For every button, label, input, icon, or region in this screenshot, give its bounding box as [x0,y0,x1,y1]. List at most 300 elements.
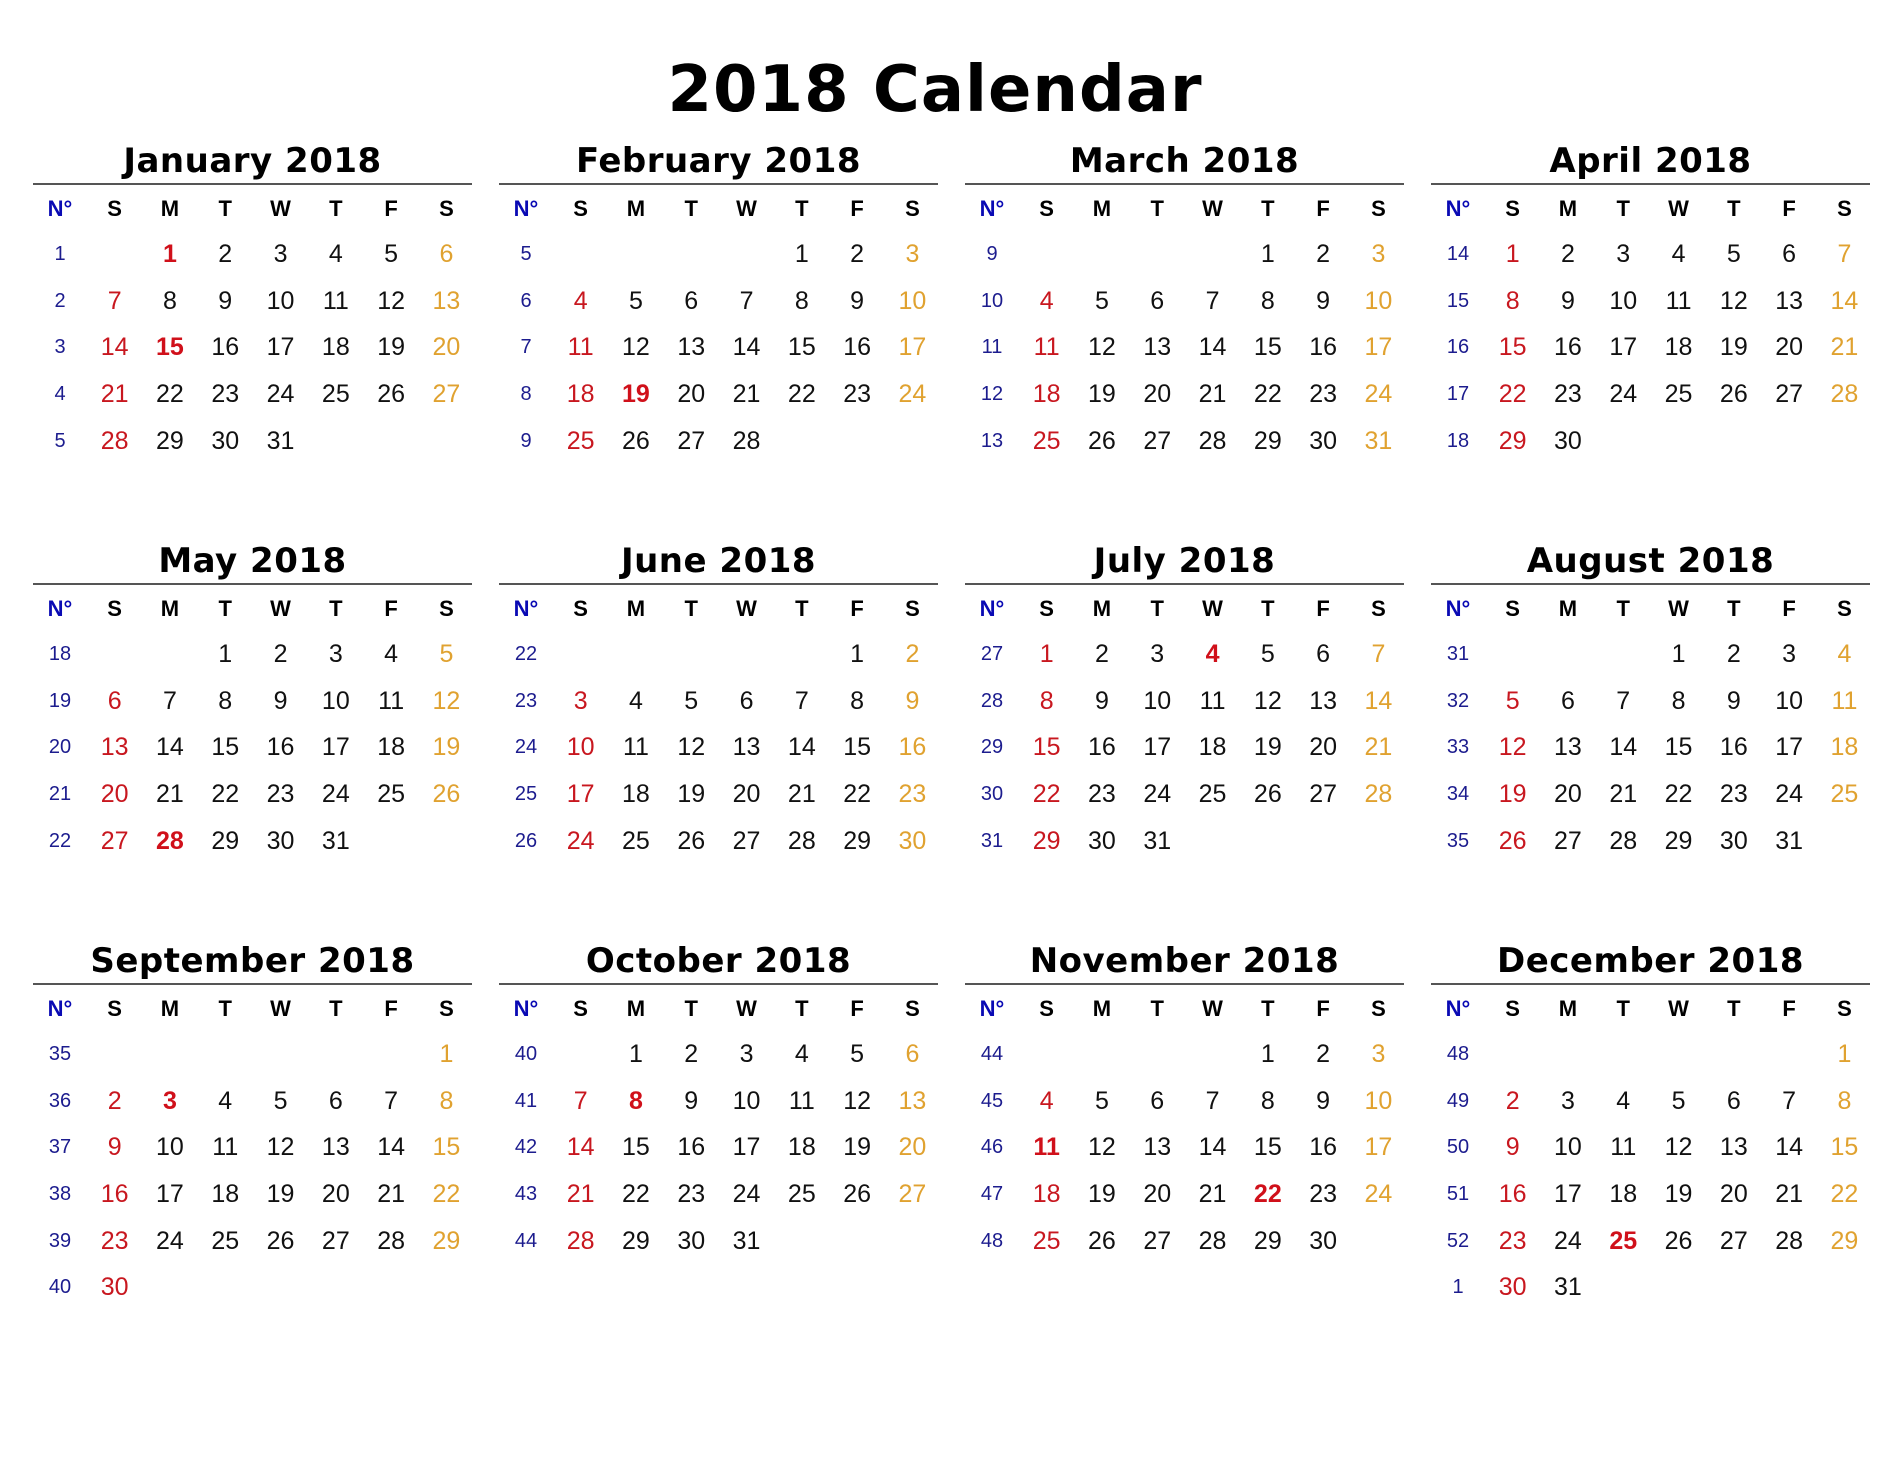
day-cell: 21 [787,779,816,808]
weekday-header: T [795,195,809,221]
day-cell: 5 [1726,239,1741,268]
day-cell: 19 [677,779,706,808]
week-number: 12 [980,382,1004,405]
week-number: 40 [514,1042,538,1065]
day-cell: 15 [1664,733,1693,762]
day-cell: 20 [898,1133,927,1162]
week-number-header: N° [513,595,539,621]
day-cell: 28 [156,826,184,855]
day-cell: 2 [1094,639,1109,668]
day-cell: 9 [1726,686,1741,715]
day-cell: 4 [1616,1086,1631,1115]
day-cell: 28 [732,426,761,455]
day-cell: 18 [1032,379,1061,408]
month-divider [1431,583,1870,585]
weekday-header: T [1727,995,1741,1021]
day-cell: 5 [684,686,699,715]
weekday-header: S [1505,995,1520,1021]
weekday-header: T [1261,995,1275,1021]
day-cell: 29 [211,826,240,855]
week-number: 43 [514,1182,538,1205]
empty-cell [363,1264,418,1311]
day-cell: 2 [1316,1039,1331,1068]
week-number: 42 [514,1136,538,1159]
empty-cell [1130,231,1185,278]
day-cell: 26 [1088,426,1116,455]
day-cell: 2 [1726,639,1741,668]
weekday-header: T [684,195,698,221]
day-cell: 21 [1830,333,1859,362]
day-cell: 14 [787,733,816,762]
day-cell: 10 [898,286,927,315]
week-number: 22 [48,829,72,852]
weekday-header: M [160,195,180,221]
month-divider [965,583,1404,585]
day-cell: 7 [1616,686,1631,715]
day-cell: 11 [378,686,405,715]
day-cell: 27 [100,826,129,855]
month-title: October 2018 [585,941,852,981]
day-cell: 17 [732,1133,761,1162]
day-cell: 4 [384,639,399,668]
week-number: 35 [1446,829,1470,852]
day-cell: 13 [1719,1133,1748,1162]
day-cell: 13 [677,333,706,362]
weekday-header: T [1261,595,1275,621]
day-cell: 25 [1198,779,1227,808]
day-cell: 24 [1775,779,1804,808]
day-cell: 27 [1554,826,1582,855]
weekday-header: S [1837,995,1852,1021]
day-cell: 31 [732,1226,761,1255]
day-cell: 28 [1775,1226,1804,1255]
day-cell: 10 [321,686,350,715]
day-cell: 7 [739,286,754,315]
week-number: 47 [980,1182,1004,1205]
day-cell: 28 [1364,779,1393,808]
day-cell: 21 [156,779,184,808]
weekday-header: F [384,995,398,1021]
day-cell: 26 [432,779,461,808]
weekday-header: S [1837,595,1852,621]
day-cell: 20 [321,1179,350,1208]
weekday-header: W [1668,195,1689,221]
weekday-header: S [573,995,588,1021]
weekday-header: S [1371,195,1386,221]
month-may [33,541,472,921]
day-cell: 15 [1253,333,1282,362]
day-cell: 6 [439,239,454,268]
day-cell: 10 [566,733,595,762]
weekday-header: M [1092,595,1112,621]
month-title: July 2018 [1093,541,1276,581]
month-day-grid [499,986,938,1311]
day-cell: 9 [1505,1133,1520,1162]
day-cell: 15 [1032,733,1061,762]
day-cell: 15 [787,333,816,362]
week-number-header: N° [1445,595,1471,621]
empty-cell [553,631,608,678]
day-cell: 21 [1775,1179,1804,1208]
week-number-header: N° [979,195,1005,221]
day-cell: 16 [1309,333,1338,362]
month-june [499,541,938,921]
day-cell: 22 [156,379,184,408]
empty-cell [308,1264,363,1311]
week-number: 51 [1446,1182,1470,1205]
day-cell: 17 [321,733,350,762]
empty-cell [1185,818,1240,865]
day-cell: 23 [1309,1179,1338,1208]
month-november [965,941,1404,1321]
day-cell: 16 [677,1133,706,1162]
day-cell: 9 [107,1133,122,1162]
day-cell: 29 [1253,1226,1282,1255]
month-february [499,141,938,521]
weekday-header: W [736,595,757,621]
day-cell: 3 [162,1086,177,1115]
day-cell: 25 [321,379,350,408]
empty-cell [1817,418,1872,465]
day-cell: 25 [377,779,406,808]
day-cell: 18 [1198,733,1227,762]
day-cell: 15 [1830,1133,1859,1162]
day-cell: 7 [794,686,809,715]
day-cell: 1 [794,239,809,268]
weekday-header: S [905,595,920,621]
day-cell: 30 [1719,826,1748,855]
week-number: 23 [514,689,538,712]
weekday-header: W [736,995,757,1021]
day-cell: 16 [1088,733,1116,762]
day-cell: 14 [1364,686,1393,715]
empty-cell [885,418,940,465]
day-cell: 5 [273,1086,288,1115]
empty-cell [87,631,142,678]
week-number-header: N° [47,995,73,1021]
empty-cell [1651,1264,1706,1311]
weekday-header: T [329,595,343,621]
empty-cell [363,1031,418,1078]
empty-cell [1706,418,1761,465]
day-cell: 27 [1775,379,1804,408]
empty-cell [1295,818,1350,865]
weekday-header: T [1150,195,1164,221]
day-cell: 2 [1505,1086,1520,1115]
day-cell: 1 [439,1039,454,1068]
day-cell: 16 [1554,333,1582,362]
day-cell: 13 [1775,286,1804,315]
day-cell: 6 [1150,286,1165,315]
day-cell: 24 [1364,379,1393,408]
day-cell: 21 [100,379,129,408]
month-day-grid [33,586,472,911]
month-october [499,941,938,1321]
month-day-grid [33,186,472,511]
day-cell: 22 [843,779,872,808]
day-cell: 7 [1782,1086,1797,1115]
week-number: 48 [980,1229,1004,1252]
empty-cell [198,1264,253,1311]
day-cell: 19 [622,379,650,408]
day-cell: 7 [107,286,122,315]
day-cell: 9 [1316,1086,1331,1115]
day-cell: 28 [1830,379,1859,408]
day-cell: 23 [898,779,927,808]
weekday-header: T [795,995,809,1021]
week-number: 39 [48,1229,72,1252]
day-cell: 2 [684,1039,699,1068]
day-cell: 8 [794,286,809,315]
day-cell: 9 [684,1086,699,1115]
week-number: 34 [1446,782,1470,805]
week-number: 44 [980,1042,1004,1065]
day-cell: 9 [850,286,865,315]
month-divider [33,583,472,585]
empty-cell [1596,631,1651,678]
day-cell: 16 [100,1179,129,1208]
day-cell: 22 [1253,1179,1282,1208]
week-number-header: N° [1445,195,1471,221]
weekday-header: F [1782,995,1796,1021]
day-cell: 8 [628,1086,643,1115]
weekday-header: T [218,995,232,1021]
weekday-header: M [1558,195,1578,221]
weekday-header: T [1616,195,1630,221]
empty-cell [1706,1264,1761,1311]
day-cell: 6 [1782,239,1797,268]
day-cell: 25 [1032,426,1061,455]
day-cell: 14 [566,1133,595,1162]
day-cell: 3 [1616,239,1631,268]
day-cell: 27 [677,426,706,455]
day-cell: 15 [843,733,872,762]
day-cell: 12 [622,333,650,362]
week-number: 29 [980,736,1004,759]
weekday-header: W [1202,995,1223,1021]
day-cell: 20 [1309,733,1338,762]
day-cell: 19 [843,1133,872,1162]
day-cell: 4 [1671,239,1686,268]
month-title: March 2018 [1069,141,1300,181]
week-number: 41 [514,1089,538,1112]
day-cell: 13 [1554,733,1582,762]
month-divider [1431,183,1870,185]
day-cell: 29 [1664,826,1693,855]
week-number: 31 [1446,642,1470,665]
day-cell: 24 [898,379,927,408]
day-cell: 29 [622,1226,650,1255]
day-cell: 20 [1719,1179,1748,1208]
day-cell: 27 [1719,1226,1748,1255]
week-number: 20 [48,736,72,759]
day-cell: 17 [156,1179,184,1208]
day-cell: 18 [566,379,595,408]
weekday-header: S [573,595,588,621]
weekday-header: T [1150,595,1164,621]
day-cell: 8 [850,686,865,715]
day-cell: 21 [1198,379,1227,408]
day-cell: 5 [628,286,643,315]
day-cell: 8 [1039,686,1054,715]
day-cell: 14 [1609,733,1638,762]
day-cell: 31 [266,426,295,455]
day-cell: 6 [1150,1086,1165,1115]
day-cell: 31 [1143,826,1172,855]
day-cell: 27 [1143,1226,1172,1255]
month-day-grid [1431,586,1870,911]
day-cell: 17 [1364,1133,1393,1162]
weekday-header: M [160,595,180,621]
day-cell: 6 [905,1039,920,1068]
month-september [33,941,472,1321]
day-cell: 1 [218,639,233,668]
month-day-grid [1431,986,1870,1311]
day-cell: 4 [628,686,643,715]
day-cell: 16 [266,733,295,762]
day-cell: 8 [439,1086,454,1115]
weekday-header: F [1316,195,1330,221]
day-cell: 2 [218,239,233,268]
week-number: 9 [520,429,532,452]
day-cell: 7 [1205,1086,1220,1115]
day-cell: 15 [622,1133,650,1162]
day-cell: 10 [732,1086,761,1115]
empty-cell [363,818,418,865]
day-cell: 28 [787,826,816,855]
empty-cell [608,231,663,278]
month-july [965,541,1404,921]
day-cell: 14 [377,1133,406,1162]
empty-cell [142,631,197,678]
day-cell: 2 [273,639,288,668]
empty-cell [308,1031,363,1078]
day-cell: 3 [328,639,343,668]
day-cell: 21 [1609,779,1638,808]
day-cell: 24 [732,1179,761,1208]
weekday-header: S [439,995,454,1021]
week-number: 40 [48,1276,72,1299]
day-cell: 21 [566,1179,595,1208]
day-cell: 4 [218,1086,233,1115]
day-cell: 9 [1094,686,1109,715]
weekday-header: T [1616,595,1630,621]
day-cell: 2 [1316,239,1331,268]
day-cell: 24 [1554,1226,1582,1255]
day-cell: 17 [1609,333,1638,362]
week-number: 14 [1446,242,1470,265]
week-number: 24 [514,736,538,759]
month-day-grid [499,186,938,511]
day-cell: 27 [1143,426,1172,455]
day-cell: 23 [1719,779,1748,808]
day-cell: 23 [1309,379,1338,408]
empty-cell [774,418,829,465]
day-cell: 3 [573,686,588,715]
week-number: 3 [54,336,66,359]
empty-cell [1596,418,1651,465]
day-cell: 20 [1143,1179,1172,1208]
day-cell: 14 [1198,333,1227,362]
day-cell: 5 [439,639,454,668]
day-cell: 3 [1782,639,1797,668]
day-cell: 12 [1088,1133,1116,1162]
week-number: 18 [1446,429,1470,452]
month-day-grid [499,586,938,911]
day-cell: 27 [898,1179,927,1208]
month-divider [33,983,472,985]
week-number: 1 [1452,1276,1464,1299]
day-cell: 4 [794,1039,809,1068]
day-cell: 20 [1554,779,1582,808]
day-cell: 6 [684,286,699,315]
weekday-header: S [573,195,588,221]
day-cell: 1 [628,1039,643,1068]
weekday-header: F [850,595,864,621]
weekday-header: S [107,595,122,621]
day-cell: 18 [211,1179,240,1208]
day-cell: 11 [567,333,594,362]
empty-cell [1130,1031,1185,1078]
day-cell: 30 [1088,826,1116,855]
weekday-header: M [626,995,646,1021]
day-cell: 30 [677,1226,706,1255]
week-number: 16 [1446,336,1470,359]
day-cell: 8 [1260,286,1275,315]
week-number: 45 [980,1089,1004,1112]
day-cell: 14 [100,333,129,362]
weekday-header: F [384,195,398,221]
day-cell: 18 [1609,1179,1638,1208]
empty-cell [1019,1031,1074,1078]
empty-cell [1351,1218,1406,1265]
day-cell: 5 [1505,686,1520,715]
empty-cell [719,231,774,278]
day-cell: 6 [739,686,754,715]
day-cell: 12 [1664,1133,1693,1162]
day-cell: 10 [1554,1133,1582,1162]
day-cell: 12 [1253,686,1282,715]
weekday-header: T [329,195,343,221]
day-cell: 24 [566,826,595,855]
day-cell: 1 [162,239,177,268]
day-cell: 23 [677,1179,706,1208]
day-cell: 12 [266,1133,295,1162]
day-cell: 17 [1554,1179,1582,1208]
day-cell: 11 [788,1086,815,1115]
weekday-header: W [1668,595,1689,621]
day-cell: 8 [1837,1086,1852,1115]
day-cell: 18 [1664,333,1693,362]
weekday-header: W [1202,195,1223,221]
day-cell: 15 [1498,333,1527,362]
day-cell: 9 [1316,286,1331,315]
day-cell: 20 [677,379,706,408]
day-cell: 12 [677,733,706,762]
weekday-header: S [1505,195,1520,221]
weekday-header: S [1837,195,1852,221]
day-cell: 4 [1205,639,1220,668]
day-cell: 11 [1033,333,1060,362]
weekday-header: F [1782,595,1796,621]
empty-cell [664,631,719,678]
day-cell: 13 [732,733,761,762]
day-cell: 10 [1775,686,1804,715]
empty-cell [1485,1031,1540,1078]
week-number: 27 [980,642,1004,665]
weekday-header: T [218,595,232,621]
day-cell: 13 [432,286,461,315]
